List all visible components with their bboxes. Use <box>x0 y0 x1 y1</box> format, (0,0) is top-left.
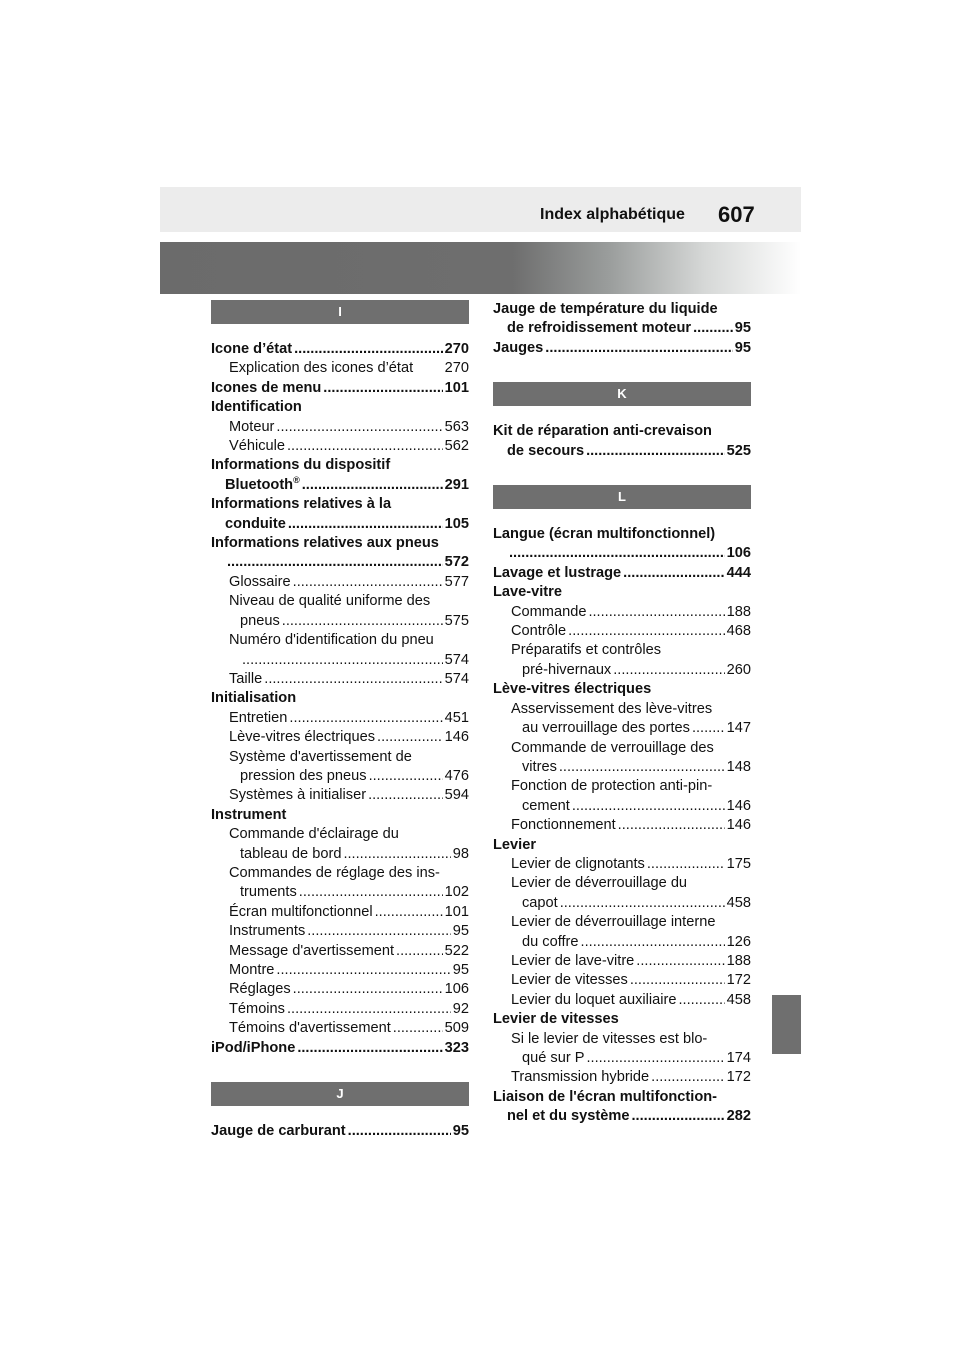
entry-label: Levier de déverrouillage interne <box>511 914 716 931</box>
entry-label: Jauges <box>493 339 544 356</box>
entry-label: Si le levier de vitesses est blo- <box>511 1030 708 1047</box>
entry-label: Réglages <box>229 981 291 998</box>
entry-label: Icones de menu <box>211 379 322 396</box>
entry-label: Levier de déverrouillage du <box>511 875 688 892</box>
entry-page-number: 577 <box>444 573 469 590</box>
entry-label: Contrôle <box>511 623 567 640</box>
entry-label: Lave-vitre <box>493 584 562 601</box>
dot-leader <box>368 786 443 805</box>
entry-page-number: 148 <box>726 758 751 775</box>
entry-page-number: 95 <box>452 962 469 978</box>
entry-label: au verrouillage des portes <box>522 720 690 737</box>
entry-label: Commande de verrouillage des <box>511 739 714 756</box>
index-entry <box>211 515 469 534</box>
index-entry <box>211 379 469 398</box>
index-entry <box>493 680 751 699</box>
index-subentry <box>211 883 469 902</box>
dot-leader <box>559 758 725 777</box>
entry-label: Informations relatives à la <box>211 496 392 513</box>
entry-label: Bluetooth® <box>225 475 300 493</box>
entry-page-number: 458 <box>726 991 751 1008</box>
dot-leader <box>293 573 443 592</box>
index-subentry <box>211 1000 469 1019</box>
index-subentry <box>211 709 469 728</box>
index-subentry <box>493 1068 751 1087</box>
dot-leader <box>287 437 443 456</box>
entry-page-number: 188 <box>726 952 751 969</box>
entry-label: Instrument <box>211 806 287 823</box>
index-subentry <box>211 418 469 437</box>
index-subentry <box>493 719 751 738</box>
index-entry <box>493 564 751 583</box>
entry-page-number: 95 <box>452 923 469 940</box>
entry-page-number: 572 <box>444 554 469 571</box>
index-subentry <box>211 980 469 999</box>
dot-leader <box>568 622 724 641</box>
dot-leader <box>647 855 725 874</box>
dot-leader <box>343 845 450 864</box>
index-subentry <box>493 641 751 660</box>
dot-leader <box>623 564 724 583</box>
dot-leader <box>396 942 443 961</box>
entry-label: qué sur P <box>522 1050 585 1066</box>
index-entry <box>493 583 751 602</box>
index-subentry <box>211 1019 469 1038</box>
index-subentry <box>211 670 469 689</box>
index-entry <box>493 442 751 461</box>
dot-leader <box>282 612 443 631</box>
dot-leader <box>692 719 725 738</box>
index-subentry <box>211 922 469 941</box>
section-letter-band: K <box>493 382 751 406</box>
entry-page-number: 563 <box>444 418 469 435</box>
entry-label: Jauge de carburant <box>211 1123 346 1140</box>
dot-leader <box>227 553 443 572</box>
index-entry <box>211 689 469 708</box>
index-subentry <box>493 1030 751 1049</box>
entry-page-number: 525 <box>726 442 751 459</box>
entry-page-number: 106 <box>726 545 751 562</box>
entry-label: Témoins d'avertissement <box>229 1020 391 1037</box>
index-entry <box>211 340 469 359</box>
entry-page-number: 575 <box>444 612 469 629</box>
dot-leader <box>242 651 443 670</box>
entry-label: nel et du système <box>507 1108 630 1125</box>
entry-label: Identification <box>211 399 302 416</box>
dot-leader <box>586 1049 724 1068</box>
index-subentry <box>211 786 469 805</box>
entry-label: Préparatifs et contrôles <box>511 642 662 659</box>
index-entry <box>493 300 751 319</box>
dot-leader <box>572 797 725 816</box>
entry-page-number: 282 <box>726 1108 751 1125</box>
section-letter-band: L <box>493 485 751 509</box>
entry-page-number: 451 <box>444 709 469 726</box>
dot-leader <box>586 442 725 461</box>
index-subentry <box>493 758 751 777</box>
entry-label: Écran multifonctionnel <box>229 903 373 920</box>
index-entry <box>211 806 469 825</box>
dot-leader <box>377 728 443 747</box>
entry-page-number: 101 <box>444 379 469 396</box>
index-entry <box>211 456 469 475</box>
dot-leader <box>560 894 725 913</box>
entry-label: Taille <box>229 670 263 687</box>
index-subentry <box>493 777 751 796</box>
entry-page-number: 106 <box>444 981 469 998</box>
entry-label: pré-hivernaux <box>522 661 612 678</box>
dot-leader <box>264 670 442 689</box>
entry-label: pression des pneus <box>240 767 367 784</box>
dot-leader <box>693 319 733 338</box>
entry-page-number: 476 <box>444 767 469 784</box>
index-entry <box>493 525 751 544</box>
entry-label: Levier de clignotants <box>511 855 645 872</box>
entry-label: Levier de vitesses <box>511 972 628 989</box>
entry-page-number: 270 <box>444 341 469 357</box>
index-subentry <box>493 874 751 893</box>
dot-leader <box>307 922 451 941</box>
entry-label: Numéro d'identification du pneu <box>229 632 434 649</box>
index-subentry <box>211 748 469 767</box>
index-subentry <box>211 359 469 378</box>
entry-page-number: 98 <box>452 845 469 862</box>
entry-page-number: 174 <box>726 1050 751 1066</box>
index-subentry <box>493 855 751 874</box>
entry-label: Niveau de qualité uniforme des <box>229 593 431 610</box>
entry-label: pneus <box>240 612 280 629</box>
entry-label: Commandes de réglage des ins- <box>229 864 440 881</box>
dot-leader <box>375 903 443 922</box>
index-entry <box>211 1122 469 1141</box>
entry-label: Asservissement des lève-vitres <box>511 700 713 717</box>
index-subentry <box>211 845 469 864</box>
dot-leader <box>289 709 442 728</box>
entry-label: Montre <box>229 962 275 978</box>
index-subentry <box>211 961 469 980</box>
entry-label: Véhicule <box>229 438 285 455</box>
entry-label: Glossaire <box>229 573 291 590</box>
entry-page-number: 146 <box>444 729 469 746</box>
entry-label: de secours <box>507 442 585 459</box>
entry-label: Fonctionnement <box>511 817 616 834</box>
index-subentry <box>211 942 469 961</box>
entry-page-number: 444 <box>726 564 751 581</box>
entry-label: Témoins <box>229 1000 285 1017</box>
entry-label: Initialisation <box>211 690 297 707</box>
entry-label: Jauge de température du liquide <box>493 301 718 317</box>
dot-leader <box>613 661 724 680</box>
index-column-left <box>211 300 469 1141</box>
index-subentry <box>493 603 751 622</box>
index-subentry <box>493 661 751 680</box>
entry-label: Levier de lave-vitre <box>511 952 635 969</box>
entry-page-number: 175 <box>726 855 751 872</box>
entry-page-number: 458 <box>726 894 751 911</box>
entry-page-number: 146 <box>726 797 751 814</box>
entry-label: Levier du loquet auxiliaire <box>511 991 677 1008</box>
dot-leader <box>618 816 725 835</box>
index-subentry <box>493 1049 751 1068</box>
page-title: Index alphabétique <box>540 206 685 223</box>
entry-page-number: 146 <box>726 817 751 834</box>
index-entry <box>493 836 751 855</box>
header-bar <box>160 187 801 232</box>
dot-leader <box>651 1068 724 1087</box>
index-entry <box>211 476 469 495</box>
entry-page-number: 172 <box>726 972 751 989</box>
index-entry <box>493 319 751 338</box>
index-subentry <box>493 622 751 641</box>
entry-page-number: 574 <box>444 670 469 687</box>
dot-leader <box>588 603 724 622</box>
entry-label: Levier <box>493 836 536 853</box>
index-subentry <box>211 631 469 650</box>
index-subentry <box>493 894 751 913</box>
entry-page-number: 468 <box>726 623 751 640</box>
index-subentry <box>211 651 469 670</box>
index-subentry <box>211 825 469 844</box>
section-letter-band: I <box>211 300 469 324</box>
entry-page-number: 188 <box>726 603 751 620</box>
index-entry <box>493 422 751 441</box>
index-subentry <box>211 612 469 631</box>
index-subentry <box>493 991 751 1010</box>
dot-leader <box>636 952 724 971</box>
gradient-banner <box>160 242 801 294</box>
index-entry <box>211 398 469 417</box>
entry-label: Fonction de protection anti-pin- <box>511 778 713 795</box>
dot-leader <box>287 1000 451 1019</box>
entry-label: Instruments <box>229 923 306 940</box>
entry-label: Liaison de l'écran multifonction- <box>493 1088 718 1105</box>
entry-label: Kit de réparation anti-crevaison <box>493 423 712 440</box>
entry-page-number: 522 <box>444 942 469 959</box>
dot-leader <box>293 980 443 999</box>
entry-label: Langue (écran multifonctionnel) <box>493 526 716 543</box>
entry-page-number: 574 <box>444 651 469 668</box>
entry-label: du coffre <box>522 933 579 950</box>
index-subentry <box>493 952 751 971</box>
dot-leader <box>545 339 732 358</box>
dot-leader <box>509 544 725 563</box>
index-subentry <box>211 592 469 611</box>
index-entry <box>211 495 469 514</box>
entry-label: capot <box>522 894 558 911</box>
index-subentry <box>211 573 469 592</box>
dot-leader <box>297 1039 442 1058</box>
page-number: 607 <box>718 202 755 227</box>
index-subentry <box>211 728 469 747</box>
entry-label: Entretien <box>229 709 288 726</box>
entry-label: Commande d'éclairage du <box>229 826 399 843</box>
index-subentry <box>493 700 751 719</box>
entry-label: Icone d’état <box>211 341 293 357</box>
entry-page-number: 172 <box>726 1069 751 1086</box>
entry-label: truments <box>240 884 297 901</box>
entry-label: Lavage et lustrage <box>493 564 622 581</box>
index-subentry <box>211 767 469 786</box>
entry-page-number: 95 <box>452 1123 469 1140</box>
entry-label: Systèmes à initialiser <box>229 787 367 804</box>
dot-leader <box>288 515 443 534</box>
entry-label: Lève-vitres électriques <box>493 681 652 698</box>
entry-page-number: 323 <box>444 1039 469 1056</box>
dot-leader <box>348 1122 451 1141</box>
dot-leader <box>276 418 442 437</box>
entry-page-number: 102 <box>444 884 469 901</box>
chapter-tab <box>772 995 801 1054</box>
index-subentry <box>493 816 751 835</box>
index-entry <box>211 553 469 572</box>
entry-label: Commande <box>511 603 587 620</box>
entry-page-number: 270 <box>444 360 469 377</box>
entry-page-number: 509 <box>444 1020 469 1037</box>
dot-leader <box>323 379 442 398</box>
entry-label: tableau de bord <box>240 845 342 862</box>
entry-page-number: 92 <box>452 1000 469 1017</box>
entry-label: cement <box>522 797 570 814</box>
entry-label: vitres <box>522 758 557 775</box>
index-entry <box>493 1010 751 1029</box>
dot-leader <box>369 767 443 786</box>
dot-leader <box>302 476 443 495</box>
section-letter-band: J <box>211 1082 469 1106</box>
index-entry <box>493 339 751 358</box>
entry-label: Moteur <box>229 418 275 435</box>
dot-leader <box>393 1019 443 1038</box>
entry-page-number: 562 <box>444 438 469 455</box>
entry-label: Transmission hybride <box>511 1069 650 1086</box>
entry-label: de refroidissement moteur <box>507 320 692 337</box>
entry-page-number: 594 <box>444 787 469 804</box>
entry-page-number: 147 <box>726 720 751 737</box>
index-entry <box>493 1088 751 1107</box>
entry-page-number: 95 <box>734 320 751 337</box>
dot-leader <box>299 883 443 902</box>
index-subentry <box>493 739 751 758</box>
entry-label: Lève-vitres électriques <box>229 729 376 746</box>
entry-page-number: 291 <box>444 476 469 493</box>
index-subentry <box>211 437 469 456</box>
index-entry <box>211 534 469 553</box>
entry-page-number: 126 <box>726 933 751 950</box>
entry-label: Explication des icones d’état <box>229 360 414 377</box>
dot-leader <box>631 1107 724 1126</box>
dot-leader <box>679 991 725 1010</box>
index-subentry <box>211 864 469 883</box>
entry-label: Message d'avertissement <box>229 942 395 959</box>
index-subentry <box>493 971 751 990</box>
dot-leader <box>630 971 725 990</box>
dot-leader <box>581 933 725 952</box>
entry-page-number: 260 <box>726 661 751 678</box>
entry-label: Levier de vitesses <box>493 1011 619 1028</box>
index-subentry <box>211 903 469 922</box>
index-entry <box>211 1039 469 1058</box>
entry-page-number: 105 <box>444 515 469 532</box>
index-subentry <box>493 913 751 932</box>
index-subentry <box>493 797 751 816</box>
entry-page-number: 95 <box>734 339 751 356</box>
entry-label: Système d'avertissement de <box>229 748 412 765</box>
dot-leader <box>276 961 450 980</box>
index-entry <box>493 544 751 563</box>
index-entry <box>493 1107 751 1126</box>
index-subentry <box>493 933 751 952</box>
dot-leader <box>294 340 443 359</box>
entry-page-number: 101 <box>444 903 469 920</box>
entry-label: iPod/iPhone <box>211 1039 296 1056</box>
index-column-right <box>493 300 751 1127</box>
entry-label: Informations du dispositif <box>211 457 391 474</box>
entry-label: conduite <box>225 515 286 532</box>
entry-label: Informations relatives aux pneus <box>211 535 439 552</box>
